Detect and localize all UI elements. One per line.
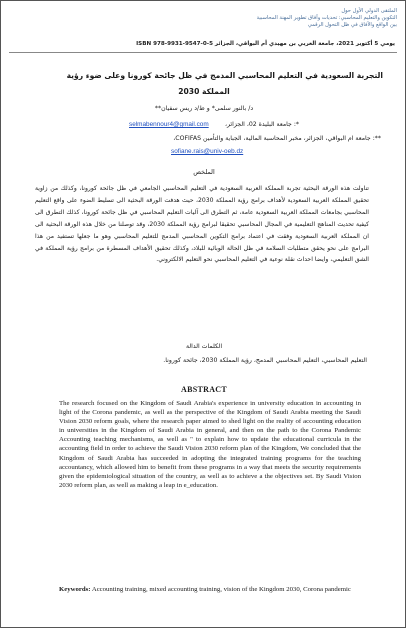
arabic-keywords-heading: الكلمات الدالة <box>185 343 223 350</box>
conference-header-line-2: التكوين والتعليم المحاسبي: تحديات وآفاق تطوير المهنة المحاسبية <box>256 15 397 21</box>
authors: د/ بالنور سلمى* و ط/د ريس سفيان** <box>154 105 254 112</box>
author1-email-link[interactable]: selmabennour4@gmail.com <box>129 121 209 128</box>
header-divider <box>9 52 397 53</box>
paper-title-line-2: المملكة 2030 <box>178 87 230 96</box>
author2-email-link[interactable]: sofiane.rais@univ-oeb.dz <box>171 148 244 155</box>
english-abstract-body: The research focused on the Kingdom of Saudi Arabia's experience in university education in accounting in light of the Corona pandemic, as well as the perspective of the Kingdom of Saudi Arabia meeting the Saudi Vision 2030 reform goals, where the research paper aimed to shed light on the reality of accounting education in universities in the Kingdom of Saudi Arabia in general, and then on the path to the Corona Pandemic Accounting teaching mechanisms, as well as " to explain how to update the educational curricula in the accounting field in order to achieve the Saudi Vision 2030 reform plan of the Kingdom, We concluded that the Kingdom of Saudi Arabia has succeeded in adopting the integrated training programs for the teaching accountancy, which allowed him to benefit from these programs in a way that meets the security requirements given the epidemiological situation of the country, as well as to achieve a the objectives set. By Saudi Vision 2030 reform plan, as well as making a leap in e_education. <box>59 400 361 489</box>
english-abstract-heading: ABSTRACT <box>181 385 227 394</box>
paper-title-line-1: التجربة السعودية في التعليم المحاسبي المدمج في ظل جائحة كورونا وعلى ضوء رؤية <box>66 71 383 80</box>
conference-date-isbn: يومي 5 أكتوبر 2021، جامعة العربي بن مهيدي أم البواقي، الجزائر ISBN 978-9931-9547-0-5 <box>136 41 395 47</box>
english-keywords-list: Accounting training, mixed accounting training, vision of the Kingdom 2030, Corona pandemic <box>90 586 351 593</box>
conference-header-line-1: الملتقى الدولي الأول حول <box>341 8 397 14</box>
arabic-abstract-heading: الملخص <box>193 168 215 176</box>
author1-affiliation: *: جامعة البليدة 02، الجزائر، <box>225 121 300 128</box>
conference-header-line-3: بين الواقع والآفاق في ظل التحول الرقمي <box>307 22 397 28</box>
english-keywords <box>59 585 361 594</box>
arabic-abstract-body: تناولت هذه الورقة البحثية تجربة المملكة العربية السعودية في التعليم المحاسبي الجامعي في ظل جائحة كورونا، وكذلك من زاوية تحقيق المملكة العربية السعودية لأهداف برامج رؤية المملكة 2030، حيث هدفت الورقة البحثية الى تسليط الضوء على واقع التعليم المحاسبي بجامعات المملكة العربية السعودية عامة، ثم التطرق الى آليات التعليم المحاسبي في ظل جائحة كورونا، كذلك التطرق الى كيفية تحديث المناهج التعليمية في المجال المحاسبي تحقيقا لبرامج رؤية المملكة 2030، وقد توصلنا من خلال هذه الورقة البحثية الى ان المملكة العربية السعودية وفقت في اعتماد برامج التكوين المحاسبي المدمج للتعليم المحاسبي وهو ما جعلها تستفيد من هذا البرامج على نحو يحقق متطلبات السلامة في ظل الحالة الوبائية للبلاد، وكذلك تحقيق الأهداف المسطرة من برامج رؤية المملكة في الشق التعليمي، وايضا احداث نقلة نوعية في التعليم المحاسبي نحو التعليم الالكتروني. <box>35 185 369 264</box>
arabic-keywords: التعليم المحاسبي، التعليم المحاسبي المدمج، رؤية المملكة 2030، جائحة كورونا. <box>163 357 367 364</box>
english-keywords-label: Keywords: <box>59 586 91 593</box>
author2-affiliation: **: جامعة ام البواقي، الجزائر، مخبر المحاسبة المالية، الجباية والتأمين COFIFAS، <box>173 135 381 142</box>
